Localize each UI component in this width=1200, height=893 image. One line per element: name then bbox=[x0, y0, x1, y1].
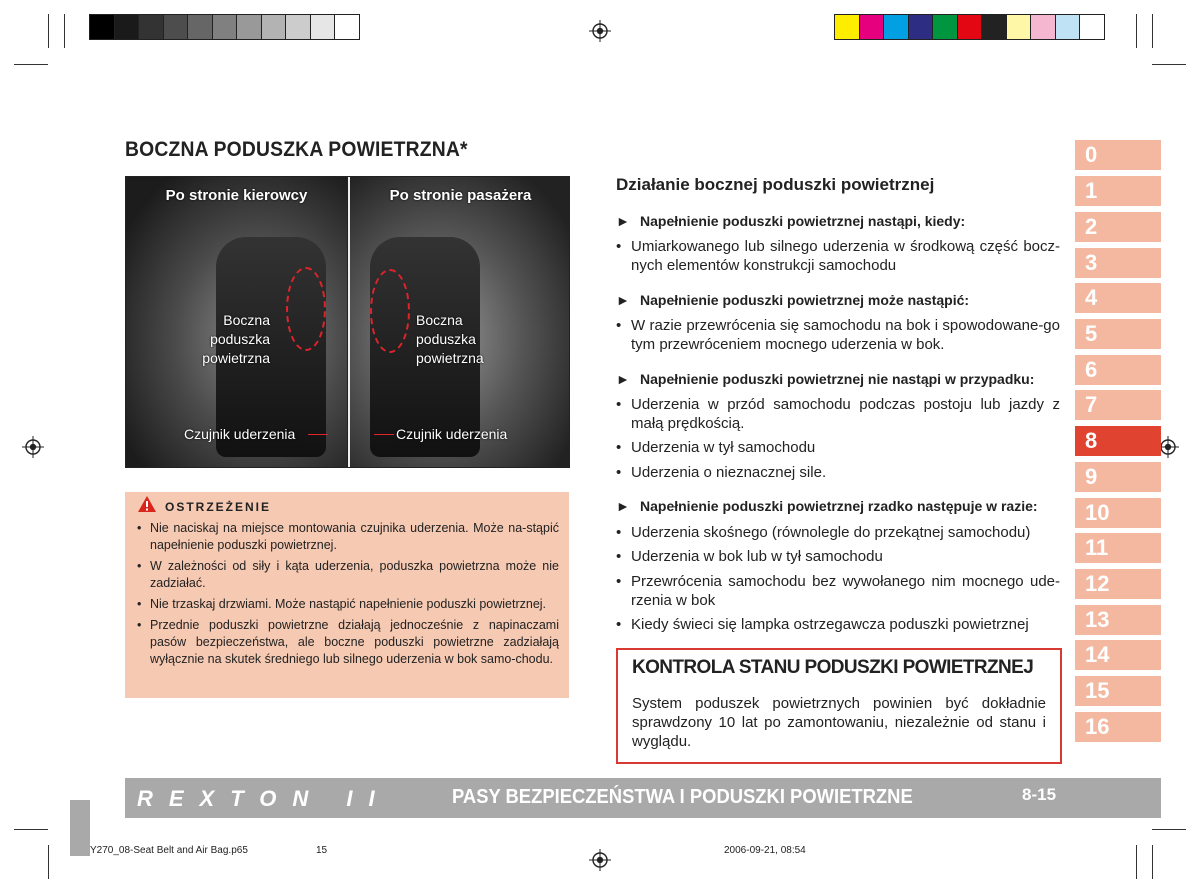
driver-airbag-label: Boczna poduszka powietrzna bbox=[202, 312, 270, 366]
condition-item: • Uderzenia w bok lub w tył samochodu bbox=[616, 547, 1060, 566]
crop-mark bbox=[64, 14, 65, 48]
page-title: BOCZNA PODUSZKA POWIETRZNA* bbox=[125, 138, 468, 161]
driver-airbag-outline bbox=[286, 267, 326, 351]
condition-heading-text: Napełnienie poduszki powietrznej nastąpi, kiedy: bbox=[640, 213, 966, 229]
driver-side-caption: Po stronie kierowcy bbox=[165, 187, 308, 204]
chapter-tab-9[interactable]: 9 bbox=[1075, 462, 1161, 492]
condition-heading bbox=[616, 213, 965, 229]
driver-sensor-label: Czujnik uderzenia bbox=[184, 426, 296, 442]
crop-mark bbox=[1136, 845, 1137, 879]
passenger-airbag-label: Boczna poduszka powietrzna bbox=[416, 312, 484, 366]
passenger-side-photo bbox=[348, 177, 570, 467]
warning-triangle-icon bbox=[137, 495, 157, 513]
chapter-tab-3[interactable]: 3 bbox=[1075, 248, 1161, 278]
chapter-tab-0[interactable]: 0 bbox=[1075, 140, 1161, 170]
passenger-sensor-label: Czujnik uderzenia bbox=[396, 426, 508, 442]
condition-item: • Umiarkowanego lub silnego uderzenia w środkową część bocz-nych elementów konstrukcji samochodu bbox=[616, 238, 1060, 274]
chapter-tab-6[interactable]: 6 bbox=[1075, 355, 1161, 385]
crop-mark bbox=[1152, 829, 1186, 830]
crop-mark bbox=[48, 14, 49, 48]
print-file-name: Y270_08-Seat Belt and Air Bag.p65 bbox=[90, 845, 248, 856]
section-heading: Działanie bocznej poduszki powietrznej bbox=[616, 175, 935, 194]
chapter-tab-4[interactable]: 4 bbox=[1075, 283, 1161, 313]
condition-item-text: Kiedy świeci się lampka ostrzegawcza poduszki powietrznej bbox=[631, 616, 1029, 633]
condition-item-text: Uderzenia w bok lub w tył samochodu bbox=[631, 548, 883, 565]
condition-item-text: Uderzenia w tył samochodu bbox=[631, 439, 816, 456]
triangle-right-icon: ► bbox=[616, 213, 630, 229]
crop-mark bbox=[14, 829, 48, 830]
chapter-tab-11[interactable]: 11 bbox=[1075, 533, 1161, 563]
chapter-tab-13[interactable]: 13 bbox=[1075, 605, 1161, 635]
crop-mark bbox=[1152, 845, 1153, 879]
chapter-tab-14[interactable]: 14 bbox=[1075, 640, 1161, 670]
driver-side-photo bbox=[126, 177, 347, 467]
chapter-tab-7[interactable]: 7 bbox=[1075, 390, 1161, 420]
chapter-tab-12[interactable]: 12 bbox=[1075, 569, 1161, 599]
page-number: 8-15 bbox=[1022, 785, 1057, 804]
condition-item: • Uderzenia o nieznacznej sile. bbox=[616, 463, 1060, 482]
condition-item-text: Uderzenia skośnego (równolegle do przekątnej samochodu) bbox=[631, 524, 1031, 541]
rexton-logo: REXTON II bbox=[137, 786, 391, 811]
condition-heading bbox=[616, 371, 1034, 387]
chapter-tab-16[interactable]: 16 bbox=[1075, 712, 1161, 742]
crop-mark bbox=[14, 64, 48, 65]
warning-item: • Przednie poduszki powietrzne działają jednocześnie z napinaczami pasów bezpieczeństwa, ale boczne poduszki powietrzne zadziałają wyłącznie na skutek średniego lub silnego uderzenia w bok samo-chodu. bbox=[137, 617, 559, 668]
condition-heading-text: Napełnienie poduszki powietrznej może nastąpić: bbox=[640, 292, 970, 308]
condition-item-text: Uderzenia w przód samochodu podczas postoju lub jazdy z małą prędkością. bbox=[631, 396, 1060, 432]
warning-title: OSTRZEŻENIE bbox=[165, 500, 272, 514]
triangle-right-icon: ► bbox=[616, 498, 630, 514]
crop-mark bbox=[1152, 14, 1153, 48]
color-bar bbox=[834, 14, 1105, 40]
condition-item: • Przewrócenia samochodu bez wywołanego nim mocnego ude-rzenia w bok bbox=[616, 573, 1060, 609]
condition-heading-text: Napełnienie poduszki powietrznej nie nastąpi w przypadku: bbox=[640, 371, 1035, 387]
condition-item-text: Umiarkowanego lub silnego uderzenia w środkową część bocz-nych elementów konstrukcji samochodu bbox=[631, 238, 1060, 274]
print-timestamp: 2006-09-21, 08:54 bbox=[724, 845, 806, 856]
footer-chapter-title: PASY BEZPIECZEŃSTWA I PODUSZKI POWIETRZNE bbox=[452, 786, 913, 808]
triangle-right-icon: ► bbox=[616, 292, 630, 308]
condition-item: • Uderzenia w przód samochodu podczas postoju lub jazdy z małą prędkością. bbox=[616, 396, 1060, 432]
warning-item: • W zależności od siły i kąta uderzenia, poduszka powietrzna może nie zadziałać. bbox=[137, 558, 559, 592]
inspection-text: System poduszek powietrznych powinien być dokładnie sprawdzony 10 lat po zamontowaniu, niezależnie od stanu i wyglądu. bbox=[632, 695, 1046, 750]
footer-side-strip bbox=[70, 800, 90, 856]
grayscale-bar bbox=[89, 14, 360, 40]
condition-item: • Kiedy świeci się lampka ostrzegawcza poduszki powietrznej bbox=[616, 615, 1060, 634]
registration-target-icon bbox=[589, 849, 611, 871]
chapter-tab-1[interactable]: 1 bbox=[1075, 176, 1161, 206]
passenger-sensor-pointer bbox=[374, 434, 394, 435]
inspection-title: KONTROLA STANU PODUSZKI POWIETRZNEJ bbox=[632, 657, 1034, 678]
condition-heading-text: Napełnienie poduszki powietrznej rzadko następuje w razie: bbox=[640, 498, 1038, 514]
driver-sensor-pointer bbox=[308, 434, 328, 435]
chapter-tab-10[interactable]: 10 bbox=[1075, 498, 1161, 528]
condition-heading bbox=[616, 292, 969, 308]
footer-bar bbox=[125, 778, 1161, 818]
chapter-tab-5[interactable]: 5 bbox=[1075, 319, 1161, 349]
registration-target-icon bbox=[589, 20, 611, 42]
chapter-tab-2[interactable]: 2 bbox=[1075, 212, 1161, 242]
warning-box bbox=[125, 492, 569, 698]
chapter-tab-8[interactable]: 8 bbox=[1075, 426, 1161, 456]
condition-item: • W razie przewrócenia się samochodu na bok i spowodowane-go tym przewróceniem mocnego uderzenia w bok. bbox=[616, 317, 1060, 353]
seat-photo bbox=[125, 176, 570, 468]
registration-target-icon bbox=[22, 436, 44, 458]
warning-item: • Nie naciskaj na miejsce montowania czujnika uderzenia. Może na-stąpić napełnienie poduszki powietrznej. bbox=[137, 520, 559, 554]
warning-item: • Nie trzaskaj drzwiami. Może nastąpić napełnienie poduszki powietrznej. bbox=[137, 596, 559, 613]
passenger-airbag-outline bbox=[370, 269, 410, 353]
inspection-box bbox=[616, 648, 1062, 764]
condition-item-text: W razie przewrócenia się samochodu na bok i spowodowane-go tym przewróceniem mocnego uderzenia w bok. bbox=[631, 317, 1060, 353]
condition-item: • Uderzenia skośnego (równolegle do przekątnej samochodu) bbox=[616, 523, 1060, 542]
triangle-right-icon: ► bbox=[616, 371, 630, 387]
crop-mark bbox=[48, 845, 49, 879]
condition-item: • Uderzenia w tył samochodu bbox=[616, 438, 1060, 457]
warning-list bbox=[137, 520, 559, 672]
crop-mark bbox=[1136, 14, 1137, 48]
condition-item-text: Uderzenia o nieznacznej sile. bbox=[631, 464, 827, 481]
crop-mark bbox=[1152, 64, 1186, 65]
condition-item-text: Przewrócenia samochodu bez wywołanego nim mocnego ude-rzenia w bok bbox=[631, 573, 1060, 609]
passenger-side-caption: Po stronie pasażera bbox=[389, 187, 532, 204]
chapter-tab-15[interactable]: 15 bbox=[1075, 676, 1161, 706]
condition-heading bbox=[616, 498, 1038, 514]
print-sheet-number: 15 bbox=[316, 845, 328, 856]
